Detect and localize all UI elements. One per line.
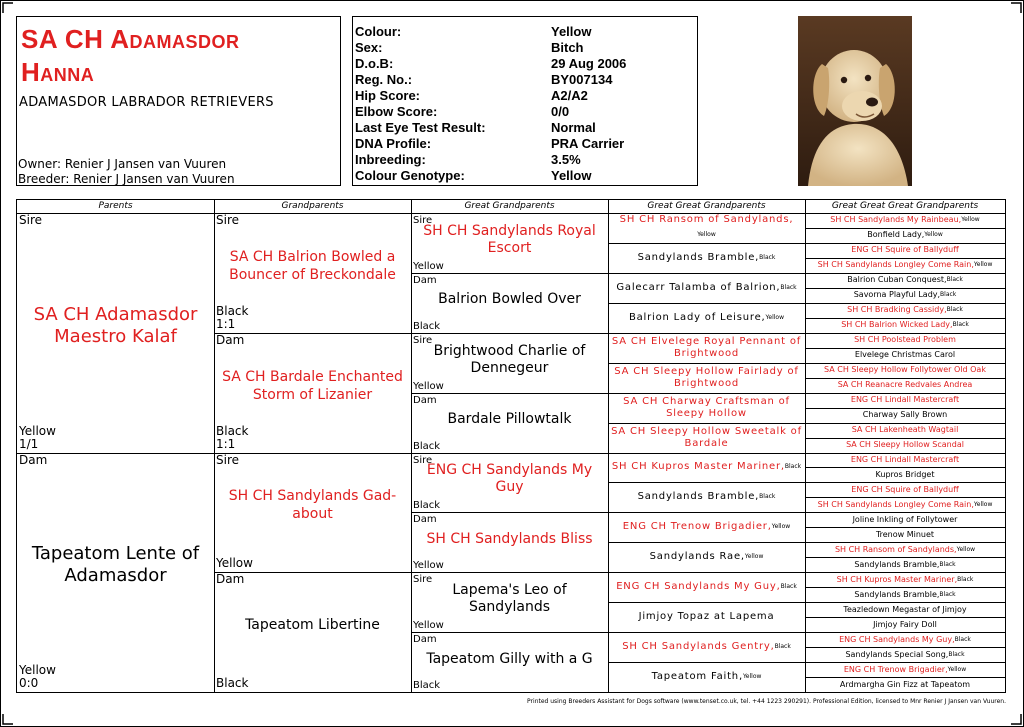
dog-entry-name: SA CH Bardale Enchanted Storm of Lizanier [222, 368, 403, 403]
dog-entry [808, 647, 1002, 662]
colour-label: Yellow [956, 545, 976, 553]
dog-entry [808, 423, 1002, 438]
dog-entry [611, 542, 802, 572]
dog-name-line-1: SA CH Adamasdor [21, 24, 240, 54]
colour-label: Black [413, 320, 441, 332]
detail-label: Inbreeding: [355, 152, 426, 167]
dog-entry-name: Galecarr Talamba of Balrion, [616, 281, 781, 293]
dog-entry [808, 572, 1002, 587]
dog-entry-name: ENG CH Lindall Mastercraft [850, 395, 960, 405]
colour-label: Black [957, 575, 974, 583]
detail-row [355, 152, 697, 168]
dog-entry-name: Charway Sally Brown [862, 410, 948, 420]
dog-entry-name: SH CH Sandylands Longley Come Rain, [817, 260, 974, 270]
relation-tag: Dam [413, 634, 437, 646]
detail-row [355, 56, 697, 72]
dog-entry-name: ENG CH Squire of Ballyduff [851, 245, 959, 255]
detail-value: Normal [551, 120, 596, 135]
dog-entry-name: Tapeatom Gilly with a G [426, 650, 593, 667]
colour-label: Black [216, 303, 249, 318]
colour-label: Yellow [765, 313, 785, 321]
detail-label: DNA Profile: [355, 136, 432, 151]
dog-entry [808, 617, 1002, 632]
dog-entry [808, 438, 1002, 453]
colour-label: Yellow [973, 261, 993, 269]
detail-row [355, 88, 697, 104]
dog-entry [611, 512, 802, 542]
dog-entry-name: Balrion Lady of Leisure, [628, 311, 766, 323]
colour-label: Black [954, 635, 971, 643]
dog-entry-name: Sandylands Special Song, [845, 649, 949, 659]
breeder-line: Breeder: Renier J Jansen van Vuuren [18, 172, 235, 186]
colour-label: Black [759, 253, 776, 261]
dog-entry [611, 273, 802, 303]
dog-entry-name: Kupros Bridget [875, 469, 935, 479]
row-divider [411, 632, 608, 633]
dog-entry [611, 303, 802, 333]
colour-label: Black [939, 560, 956, 568]
column-header: Great Great Grandparents [608, 200, 805, 214]
dog-entry-name: Brightwood Charlie of Dennegeur [433, 342, 586, 376]
dog-name-panel [16, 16, 341, 186]
owner-line: Owner: Renier J Jansen van Vuuren [18, 157, 227, 171]
dog-entry [611, 482, 802, 512]
colour-label: Black [413, 680, 441, 691]
dog-entry [611, 572, 802, 602]
dog-entry [808, 467, 1002, 482]
colour-label: Yellow [413, 380, 444, 392]
dog-entry [808, 602, 1002, 617]
dog-entry [611, 453, 802, 483]
dog-entry [611, 243, 802, 273]
dog-entry [808, 497, 1002, 512]
dog-entry-name: SH CH Ransom of Sandylands, [619, 214, 794, 226]
colour-label: Yellow [413, 620, 444, 632]
dog-entry [611, 602, 802, 632]
colour-label: Black [946, 276, 963, 284]
dog-entry [808, 512, 1002, 527]
detail-value: Yellow [551, 24, 592, 39]
dog-entry-name: ENG CH Sandylands My Guy [426, 462, 593, 496]
dog-entry [611, 363, 802, 393]
colour-label: Yellow [413, 260, 444, 272]
dog-entry-name: SH CH Ransom of Sandylands, [834, 544, 957, 554]
detail-value: A2/A2 [551, 88, 588, 103]
detail-row [355, 120, 697, 136]
relation-tag: Dam [19, 452, 48, 467]
dog-entry [611, 213, 802, 243]
dog-entry [611, 662, 802, 692]
dog-entry [808, 662, 1002, 677]
yellow-labrador-photo [798, 16, 912, 186]
detail-label: Hip Score: [355, 88, 421, 103]
row-divider [411, 333, 608, 334]
relation-tag: Dam [216, 332, 245, 347]
column-header: Parents [17, 200, 214, 214]
details-panel [352, 16, 698, 186]
colour-label: Yellow [961, 216, 980, 224]
relation-tag: Sire [413, 574, 433, 586]
dog-entry [808, 393, 1002, 408]
dog-entry [808, 378, 1002, 393]
relation-tag: Dam [413, 514, 437, 526]
dog-entry-name: SA CH Lakenheath Wagtail [851, 425, 959, 435]
relation-tag: Dam [216, 572, 245, 587]
detail-label: Last Eye Test Result: [355, 120, 486, 135]
dog-entry-name: Jimjoy Topaz at Lapema [638, 611, 775, 623]
dog-entry-name: Ardmargha Gin Fizz at Tapeatom [839, 679, 971, 689]
colour-label: Yellow [924, 231, 943, 239]
corner-bracket-icon [2, 713, 14, 725]
colour-label: Yellow [697, 231, 716, 239]
dog-entry-name: Sandylands Bramble, [637, 491, 760, 503]
dog-entry-name: ENG CH Squire of Ballyduff [851, 484, 959, 494]
detail-value: 0/0 [551, 104, 570, 119]
dog-entry [808, 318, 1002, 333]
dog-entry [611, 393, 802, 423]
dog-entry-name: ENG CH Trenow Brigadier, [622, 521, 772, 533]
column-header: Great Grandparents [411, 200, 608, 214]
dog-entry-name: SH CH Sandylands Royal Escort [423, 222, 596, 256]
relation-tag: Dam [413, 394, 437, 406]
dog-entry-name: Balrion Cuban Conquest, [847, 275, 947, 285]
dog-entry-name: ENG CH Lindall Mastercraft [850, 454, 960, 464]
colour-label: Black [774, 643, 791, 651]
dog-entry [808, 408, 1002, 423]
dog-entry-name: SH CH Sandylands My Rainbeau, [830, 215, 962, 225]
dog-entry-name: SH CH Sandylands Gad-about [228, 488, 397, 523]
column-header: Great Great Great Grandparents [805, 200, 1005, 214]
colour-label: Black [216, 423, 249, 438]
colour-label: Black [948, 650, 965, 658]
dog-entry [808, 557, 1002, 572]
colour-label: Yellow [771, 523, 791, 531]
detail-label: Reg. No.: [355, 72, 413, 87]
dog-name-line-2: Hanna [21, 57, 95, 87]
footer-credit: Printed using Breeders Assistant for Dogs software (www.tenset.co.uk, tel. +44 1223 290291). Professional Edition, licensed to Mnr Renier J Jansen van Vuuren. [527, 698, 1006, 705]
dog-entry [808, 482, 1002, 497]
dog-entry-name: SH CH Balrion Wicked Lady, [841, 320, 953, 330]
detail-label: Elbow Score: [355, 104, 438, 119]
detail-value: PRA Carrier [551, 136, 625, 151]
dog-entry-name: SH CH Bradking Cassidy, [847, 305, 947, 315]
row-divider [411, 273, 608, 274]
colour-label: Black [780, 283, 797, 291]
relation-tag: Sire [413, 215, 433, 226]
dog-entry-name: SH CH Sandylands Gentry, [622, 641, 775, 653]
dog-entry [808, 527, 1002, 542]
dog-entry [808, 453, 1002, 468]
dog-entry-name: Teazledown Megastar of Jimjoy [843, 604, 967, 614]
colour-label: Black [946, 306, 963, 314]
relation-tag: Sire [19, 213, 43, 227]
corner-bracket-icon [2, 2, 14, 14]
pedigree-table [16, 199, 1006, 693]
column-header: Grandparents [214, 200, 411, 214]
detail-label: D.o.B: [355, 56, 394, 71]
dog-entry [808, 542, 1002, 557]
dog-entry-name: Bardale Pillowtalk [447, 411, 572, 428]
dog-entry [808, 213, 1002, 228]
hip-score: 1:1 [216, 316, 236, 331]
detail-row [355, 168, 697, 184]
dog-entry-name: SA CH Charway Craftsman of Sleepy Hollow [623, 395, 790, 419]
dog-entry [808, 243, 1002, 258]
dog-entry-name: ENG CH Trenow Brigadier, [843, 664, 948, 674]
detail-value: Yellow [551, 168, 592, 183]
dog-entry [808, 258, 1002, 273]
colour-label: Yellow [947, 665, 967, 673]
colour-label: Black [952, 321, 969, 329]
dog-entry-name: SA CH Sleepy Hollow Fairlady of Brightwood [614, 365, 799, 389]
dog-entry-name: SA CH Reanacre Redvales Andrea [837, 380, 973, 390]
dog-entry [808, 348, 1002, 363]
detail-row [355, 40, 697, 56]
colour-label: Yellow [19, 423, 56, 438]
column-divider [214, 200, 215, 692]
relation-tag: Sire [216, 452, 240, 467]
dog-name [21, 23, 239, 89]
dog-entry-name: SH CH Sandylands Longley Come Rain, [817, 499, 974, 509]
dog-entry-name: Savorna Playful Lady, [853, 290, 941, 300]
dog-entry-name: Sandylands Bramble, [637, 251, 760, 263]
dog-entry [808, 288, 1002, 303]
colour-label: Black [413, 440, 441, 452]
dog-entry-name: ENG CH Sandylands My Guy, [839, 634, 955, 644]
dog-entry-name: Sandylands Bramble, [854, 559, 940, 569]
detail-value: 29 Aug 2006 [551, 56, 627, 71]
detail-row [355, 104, 697, 120]
colour-label: Black [784, 463, 802, 471]
dog-entry-name: Sandylands Bramble, [854, 589, 940, 599]
row-divider [411, 393, 608, 394]
detail-row [355, 72, 697, 88]
dog-entry-name: Tapeatom Faith, [651, 671, 743, 683]
dog-entry-name: SA CH Sleepy Hollow Follytower Old Oak [824, 365, 986, 375]
dog-entry-name: Tapeatom Lente of Adamasdor [31, 543, 200, 587]
dog-entry-name: Balrion Bowled Over [438, 291, 581, 308]
colour-label: Yellow [742, 673, 762, 681]
hip-score: 1:1 [216, 436, 236, 451]
detail-label: Colour: [355, 24, 402, 39]
detail-value: BY007134 [551, 72, 613, 87]
dog-entry-name: Elvelege Christmas Carol [854, 350, 956, 360]
colour-label: Black [216, 676, 249, 690]
hip-score: 1/1 [19, 436, 39, 451]
relation-tag: Dam [413, 274, 437, 286]
dog-entry [808, 677, 1002, 692]
colour-label: Yellow [744, 553, 764, 561]
dog-entry-name: SH CH Kupros Master Mariner, [836, 574, 958, 584]
dog-entry-name: SA CH Sleepy Hollow Scandal [846, 440, 964, 450]
dog-entry [808, 363, 1002, 378]
dog-entry-name: Sandylands Rae, [649, 551, 745, 563]
detail-value: Bitch [551, 40, 584, 55]
detail-row [355, 136, 697, 152]
detail-row [355, 24, 697, 40]
corner-bracket-icon [1010, 2, 1022, 14]
dog-entry-name: ENG CH Sandylands My Guy, [616, 581, 781, 593]
detail-label: Sex: [355, 40, 383, 55]
dog-entry [611, 423, 802, 453]
detail-value: 3.5% [551, 152, 581, 167]
dog-entry-name: Joline Inkling of Follytower [852, 514, 958, 524]
dog-entry-name: Trenow Minuet [875, 529, 935, 539]
relation-tag: Sire [216, 213, 240, 227]
dog-entry [808, 228, 1002, 243]
colour-label: Black [413, 500, 441, 512]
dog-entry-name: Tapeatom Libertine [245, 617, 380, 634]
dog-entry [808, 587, 1002, 602]
dog-entry [808, 303, 1002, 318]
dog-entry [808, 632, 1002, 647]
dog-entry-name: SA CH Sleepy Hollow Sweetalk of Bardale [611, 425, 802, 449]
dog-entry-name: SA CH Adamasdor Maestro Kalaf [33, 303, 198, 347]
dog-entry-name: Jimjoy Fairy Doll [873, 619, 937, 629]
colour-label: Yellow [216, 556, 253, 571]
dog-entry-name: Lapema's Leo of Sandylands [452, 582, 567, 616]
dog-entry-name: SH CH Sandylands Bliss [426, 530, 593, 547]
dog-entry [808, 273, 1002, 288]
dog-entry [611, 632, 802, 662]
colour-label: Black [940, 291, 957, 299]
kennel-name: ADAMASDOR LABRADOR RETRIEVERS [19, 95, 274, 110]
dog-entry [611, 333, 802, 363]
row-divider [411, 512, 608, 513]
colour-label: Yellow [19, 663, 56, 677]
dog-entry [808, 333, 1002, 348]
detail-label: Colour Genotype: [355, 168, 465, 183]
row-divider [411, 453, 608, 454]
corner-bracket-icon [1010, 713, 1022, 725]
dog-entry-name: Bonfield Lady, [867, 230, 925, 240]
dog-entry-name: SA CH Balrion Bowled a Bouncer of Breckondale [229, 248, 396, 283]
dog-entry-name: SA CH Elvelege Royal Pennant of Brightwood [611, 335, 802, 359]
dog-entry-name: SH CH Kupros Master Mariner, [611, 461, 785, 473]
relation-tag: Sire [413, 454, 433, 466]
colour-label: Black [780, 583, 797, 591]
colour-label: Yellow [413, 560, 444, 572]
colour-label: Black [759, 493, 776, 501]
dog-entry-name: SH CH Poolstead Problem [854, 335, 956, 345]
hip-score: 0:0 [19, 676, 39, 690]
colour-label: Yellow [973, 500, 993, 508]
row-divider [214, 453, 411, 454]
colour-label: Black [939, 590, 956, 598]
relation-tag: Sire [413, 334, 433, 346]
